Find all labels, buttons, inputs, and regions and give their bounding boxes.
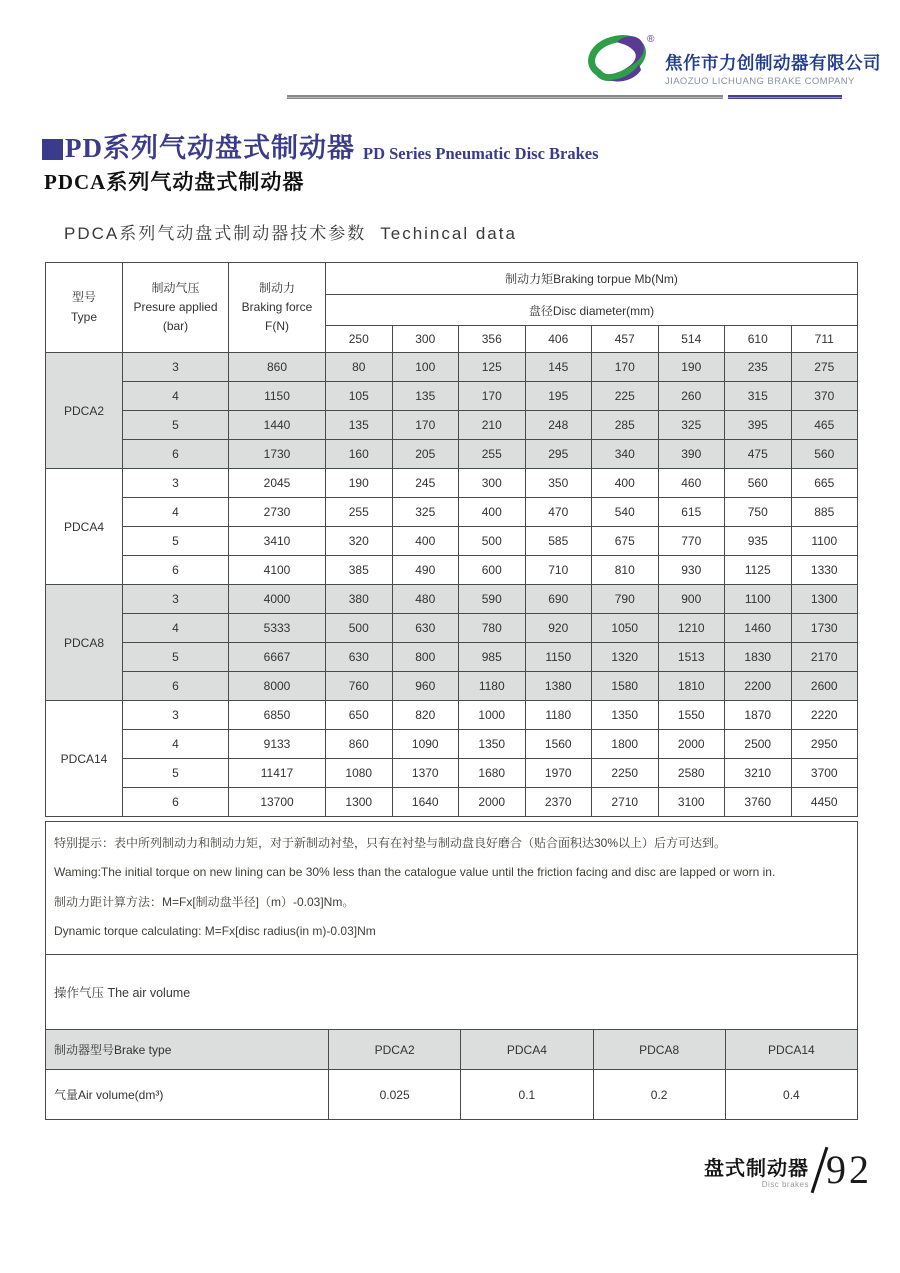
torque-cell: 325 [658,411,725,440]
torque-cell: 770 [658,527,725,556]
torque-cell: 540 [592,498,659,527]
torque-cell: 760 [326,672,393,701]
force-header-en: Braking force [241,299,313,314]
torque-cell: 195 [525,382,592,411]
data-row-pdca14 [46,730,858,759]
torque-cell: 780 [459,614,526,643]
torque-cell: 1180 [525,701,592,730]
data-row-pdca2 [46,411,858,440]
table-caption [64,219,517,244]
torque-cell: 2250 [592,759,659,788]
torque-cell: 1000 [459,701,526,730]
brake-type-row [46,1030,858,1070]
data-row-pdca14 [46,759,858,788]
torque-cell: 4450 [791,788,858,817]
data-row-pdca2 [46,440,858,469]
torque-cell: 285 [592,411,659,440]
torque-cell: 1100 [725,585,792,614]
torque-cell: 615 [658,498,725,527]
torque-cell: 465 [791,411,858,440]
air-volume-row-label: 气量Air volume(dm³) [46,1070,329,1120]
torque-cell: 675 [592,527,659,556]
torque-cell: 3100 [658,788,725,817]
force-column-header [229,263,326,353]
pressure-cell: 5 [123,411,229,440]
note-line-en-2: Dynamic torque calculating: M=Fx[disc radius(in m)-0.03]Nm [54,924,376,938]
page-footer [704,1146,872,1194]
diameter-col-header: 250 [326,326,393,353]
torque-cell: 125 [459,353,526,382]
force-cell: 8000 [229,672,326,701]
torque-cell: 630 [326,643,393,672]
force-cell: 6667 [229,643,326,672]
torque-cell: 1580 [592,672,659,701]
model-cell: PDCA4 [46,469,123,585]
diameter-col-header: 457 [592,326,659,353]
torque-cell: 1300 [791,585,858,614]
torque-cell: 1730 [791,614,858,643]
torque-cell: 100 [392,353,459,382]
torque-cell: 260 [658,382,725,411]
torque-cell: 600 [459,556,526,585]
type-header-cn: 型号 [71,290,96,305]
note-line-en-1: Waming:The initial torque on new lining can be 30% less than the catalogue value until the friction facing and disc are lapped or worn in. [54,865,776,879]
diameter-col-header: 610 [725,326,792,353]
torque-cell: 170 [392,411,459,440]
air-volume-section [45,954,858,1030]
torque-cell: 350 [525,469,592,498]
pressure-cell: 3 [123,585,229,614]
torque-cell: 255 [326,498,393,527]
torque-cell: 590 [459,585,526,614]
notes-section [45,821,858,955]
type-column-header [46,263,123,353]
pressure-cell: 5 [123,759,229,788]
torque-cell: 1300 [326,788,393,817]
brake-type-label: 制动器型号Brake type [46,1030,329,1070]
torque-cell: 2710 [592,788,659,817]
diameter-col-header: 300 [392,326,459,353]
title-square-bullet-icon [42,139,63,160]
torque-cell: 3760 [725,788,792,817]
torque-cell: 470 [525,498,592,527]
pressure-cell: 4 [123,730,229,759]
data-row-pdca4 [46,527,858,556]
torque-cell: 235 [725,353,792,382]
torque-cell: 1350 [459,730,526,759]
note-line-cn-1: 特别提示：表中所列制动力和制动力矩，对于新制动衬垫，只有在衬垫与制动盘良好磨合（贴合面积达30%以上）后方可达到。 [54,836,727,850]
technical-data-table [45,262,858,817]
page-header [583,30,881,90]
torque-cell: 1513 [658,643,725,672]
brake-type-cell: PDCA14 [725,1030,857,1070]
torque-cell: 255 [459,440,526,469]
torque-cell: 560 [725,469,792,498]
pressure-column-header [123,263,229,353]
torque-cell: 930 [658,556,725,585]
torque-cell: 1970 [525,759,592,788]
torque-cell: 170 [459,382,526,411]
torque-cell: 500 [326,614,393,643]
torque-cell: 3700 [791,759,858,788]
torque-cell: 1100 [791,527,858,556]
torque-cell: 1870 [725,701,792,730]
diameter-col-header: 356 [459,326,526,353]
force-cell: 1730 [229,440,326,469]
type-header-en: Type [70,309,97,324]
pressure-cell: 6 [123,672,229,701]
force-cell: 3410 [229,527,326,556]
torque-cell: 380 [326,585,393,614]
torque-cell: 480 [392,585,459,614]
torque-cell: 400 [392,527,459,556]
diameter-col-header: 406 [525,326,592,353]
data-row-pdca8 [46,585,858,614]
air-volume-cell: 0.025 [329,1070,461,1120]
pressure-cell: 4 [123,382,229,411]
torque-cell: 960 [392,672,459,701]
footer-labels [704,1152,809,1189]
torque-cell: 1460 [725,614,792,643]
force-cell: 860 [229,353,326,382]
torque-cell: 1050 [592,614,659,643]
force-header-cn: 制动力 [258,280,295,295]
pressure-header-cn: 制动气压 [151,280,200,295]
torque-cell: 1370 [392,759,459,788]
diameter-group-header: 盘径Disc diameter(mm) [326,295,858,326]
series-title [42,126,599,165]
torque-cell: 2220 [791,701,858,730]
torque-cell: 1125 [725,556,792,585]
torque-cell: 315 [725,382,792,411]
data-row-pdca14 [46,788,858,817]
torque-cell: 935 [725,527,792,556]
pressure-header-unit: (bar) [162,319,189,334]
data-row-pdca8 [46,672,858,701]
data-row-pdca2 [46,382,858,411]
torque-cell: 395 [725,411,792,440]
data-row-pdca4 [46,498,858,527]
pressure-cell: 6 [123,788,229,817]
torque-cell: 490 [392,556,459,585]
torque-cell: 1180 [459,672,526,701]
torque-cell: 1560 [525,730,592,759]
series-title-en: PD Series Pneumatic Disc Brakes [363,144,599,163]
torque-cell: 1320 [592,643,659,672]
torque-cell: 920 [525,614,592,643]
company-name-cn: 焦作市力创制动器有限公司 [665,53,881,73]
force-cell: 1150 [229,382,326,411]
torque-cell: 710 [525,556,592,585]
torque-cell: 1800 [592,730,659,759]
torque-cell: 460 [658,469,725,498]
torque-cell: 665 [791,469,858,498]
torque-cell: 400 [459,498,526,527]
torque-cell: 135 [392,382,459,411]
torque-cell: 370 [791,382,858,411]
pressure-cell: 3 [123,701,229,730]
torque-group-header: 制动力矩Braking torpue Mb(Nm) [326,263,858,295]
registered-mark: ® [647,34,655,45]
torque-cell: 225 [592,382,659,411]
company-name-block [665,30,881,87]
torque-cell: 1150 [525,643,592,672]
torque-cell: 160 [326,440,393,469]
torque-cell: 2580 [658,759,725,788]
torque-cell: 190 [326,469,393,498]
data-row-pdca2 [46,353,858,382]
torque-cell: 300 [459,469,526,498]
torque-cell: 145 [525,353,592,382]
header-rule-gray [287,95,723,99]
torque-cell: 2370 [525,788,592,817]
torque-cell: 245 [392,469,459,498]
torque-cell: 985 [459,643,526,672]
data-row-pdca4 [46,556,858,585]
model-title: PDCA系列气动盘式制动器 [44,170,305,194]
force-cell: 13700 [229,788,326,817]
footer-label-cn: 盘式制动器 [704,1157,809,1180]
force-cell: 9133 [229,730,326,759]
torque-cell: 390 [658,440,725,469]
torque-cell: 2170 [791,643,858,672]
torque-cell: 275 [791,353,858,382]
torque-cell: 325 [392,498,459,527]
torque-cell: 1350 [592,701,659,730]
torque-cell: 790 [592,585,659,614]
diameter-col-header: 711 [791,326,858,353]
pressure-cell: 4 [123,498,229,527]
brake-type-cell: PDCA2 [329,1030,461,1070]
pressure-cell: 4 [123,614,229,643]
force-cell: 11417 [229,759,326,788]
torque-cell: 820 [392,701,459,730]
force-cell: 2045 [229,469,326,498]
torque-cell: 475 [725,440,792,469]
torque-cell: 2000 [658,730,725,759]
pressure-cell: 5 [123,527,229,556]
model-cell: PDCA2 [46,353,123,469]
data-row-pdca8 [46,614,858,643]
air-volume-cell: 0.4 [725,1070,857,1120]
force-cell: 5333 [229,614,326,643]
air-volume-label: 操作气压 The air volume [54,986,191,1000]
torque-cell: 400 [592,469,659,498]
torque-cell: 205 [392,440,459,469]
model-cell: PDCA8 [46,585,123,701]
torque-cell: 2200 [725,672,792,701]
torque-cell: 650 [326,701,393,730]
torque-cell: 3210 [725,759,792,788]
torque-cell: 2000 [459,788,526,817]
torque-cell: 1090 [392,730,459,759]
brake-type-cell: PDCA8 [593,1030,725,1070]
torque-cell: 810 [592,556,659,585]
torque-cell: 80 [326,353,393,382]
force-cell: 1440 [229,411,326,440]
torque-cell: 1810 [658,672,725,701]
torque-cell: 1080 [326,759,393,788]
torque-cell: 2950 [791,730,858,759]
torque-cell: 105 [326,382,393,411]
brake-type-cell: PDCA4 [461,1030,593,1070]
torque-cell: 900 [658,585,725,614]
company-name-en: JIAOZUO LICHUANG BRAKE COMPANY [665,76,855,87]
data-row-pdca8 [46,643,858,672]
pressure-cell: 3 [123,469,229,498]
force-header-unit: F(N) [265,319,289,334]
page-number: 92 [826,1147,872,1192]
force-cell: 4100 [229,556,326,585]
torque-cell: 690 [525,585,592,614]
pressure-cell: 6 [123,556,229,585]
table-caption-en: Techincal data [380,224,517,243]
torque-cell: 860 [326,730,393,759]
torque-cell: 135 [326,411,393,440]
air-volume-cell: 0.2 [593,1070,725,1120]
torque-cell: 170 [592,353,659,382]
pressure-cell: 5 [123,643,229,672]
air-volume-cell: 0.1 [461,1070,593,1120]
pressure-cell: 3 [123,353,229,382]
force-cell: 6850 [229,701,326,730]
series-title-cn: PD系列气动盘式制动器 [65,133,355,163]
torque-cell: 295 [525,440,592,469]
table-caption-cn: PDCA系列气动盘式制动器技术参数 [64,224,367,243]
torque-cell: 1680 [459,759,526,788]
torque-cell: 1330 [791,556,858,585]
torque-cell: 320 [326,527,393,556]
air-volume-row [46,1070,858,1120]
footer-label-en: Disc brakes [761,1179,809,1189]
force-cell: 4000 [229,585,326,614]
diameter-col-header: 514 [658,326,725,353]
torque-cell: 630 [392,614,459,643]
torque-cell: 1830 [725,643,792,672]
torque-cell: 1550 [658,701,725,730]
torque-cell: 1640 [392,788,459,817]
torque-cell: 210 [459,411,526,440]
model-cell: PDCA14 [46,701,123,817]
torque-cell: 2600 [791,672,858,701]
note-line-cn-2: 制动力距计算方法：M=Fx[制动盘半径]（m）-0.03]Nm。 [54,895,355,909]
data-row-pdca4 [46,469,858,498]
pressure-header-en: Presure applied [133,299,218,314]
torque-cell: 585 [525,527,592,556]
data-row-pdca14 [46,701,858,730]
torque-cell: 340 [592,440,659,469]
torque-cell: 800 [392,643,459,672]
torque-cell: 248 [525,411,592,440]
torque-cell: 885 [791,498,858,527]
torque-cell: 190 [658,353,725,382]
air-volume-table [45,1029,858,1120]
torque-cell: 500 [459,527,526,556]
company-logo-icon [583,30,661,90]
header-rule-purple [728,95,842,99]
torque-cell: 385 [326,556,393,585]
torque-cell: 750 [725,498,792,527]
table-header-row [46,263,858,295]
torque-cell: 1210 [658,614,725,643]
force-cell: 2730 [229,498,326,527]
torque-cell: 2500 [725,730,792,759]
torque-cell: 1380 [525,672,592,701]
torque-cell: 560 [791,440,858,469]
pressure-cell: 6 [123,440,229,469]
